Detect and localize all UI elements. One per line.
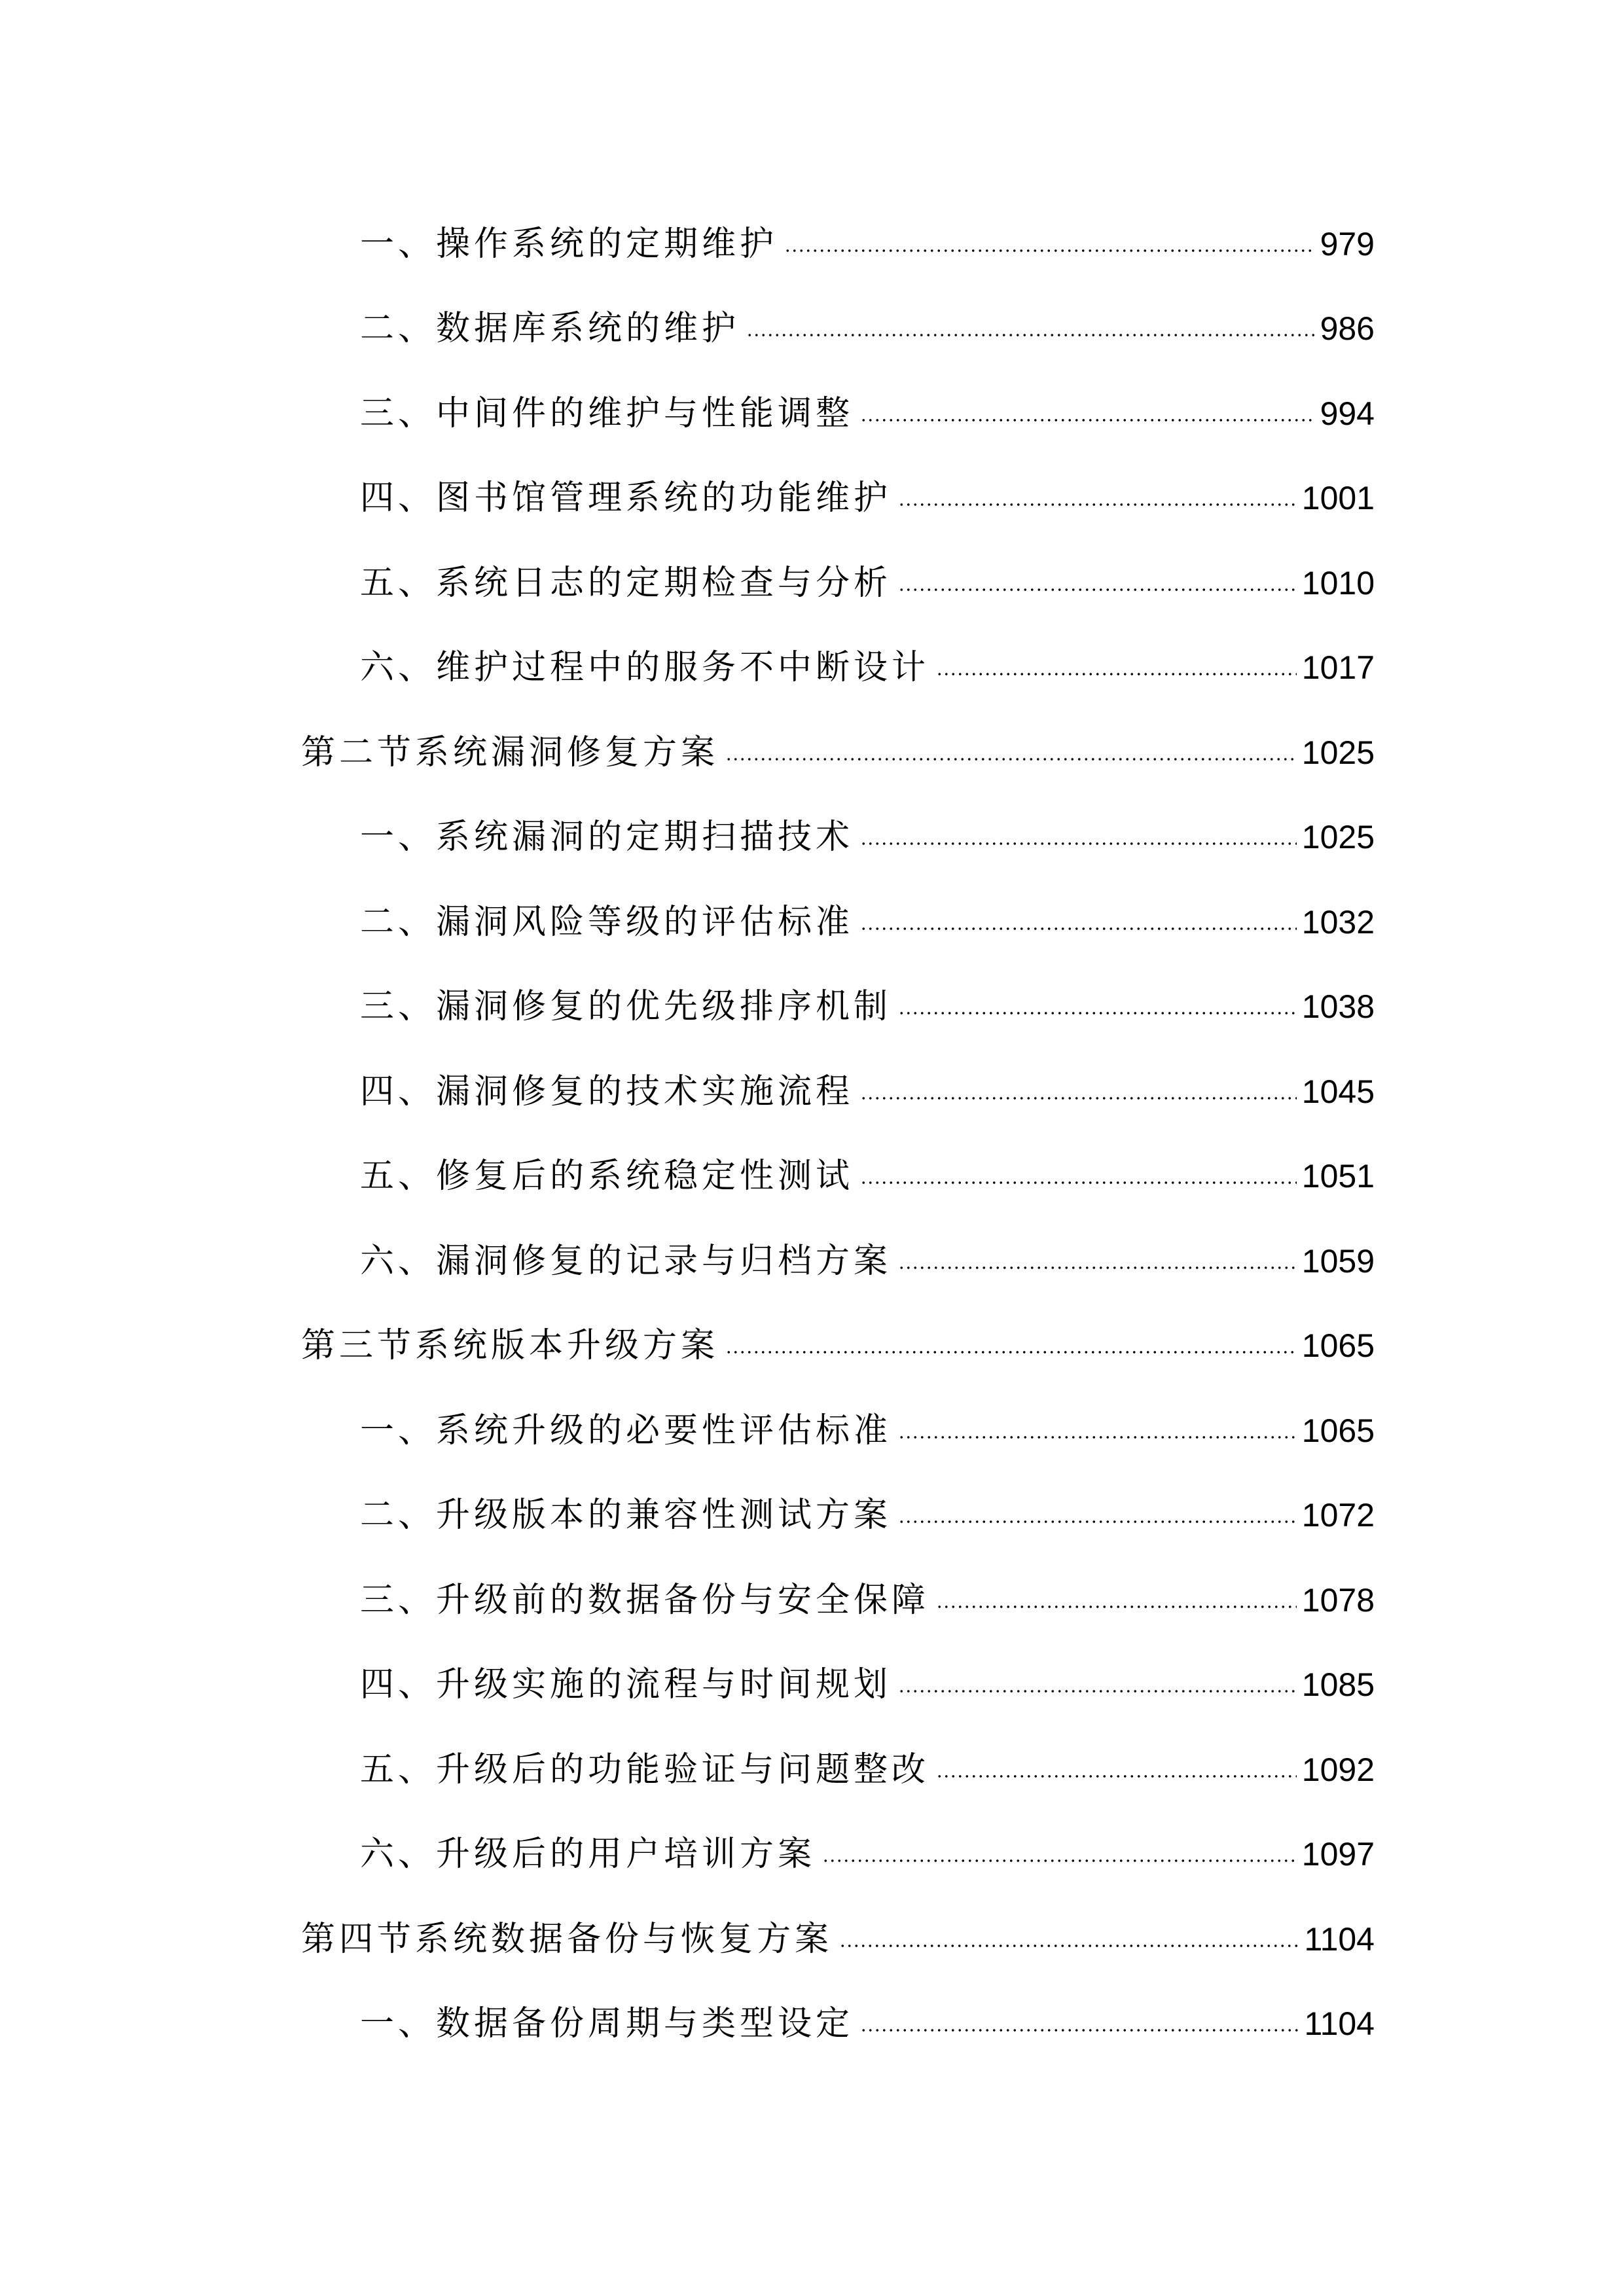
toc-entry-page-number: 1092 xyxy=(1301,1751,1375,1788)
dot-leader xyxy=(725,758,1297,761)
dot-leader xyxy=(898,1266,1297,1269)
dot-leader xyxy=(898,1436,1297,1439)
toc-entry-page-number: 1065 xyxy=(1301,1327,1375,1365)
toc-entry-title: 一、系统升级的必要性评估标准 xyxy=(360,1410,892,1450)
toc-entry[interactable] xyxy=(301,965,1375,1050)
toc-entry-page-number: 1045 xyxy=(1301,1073,1375,1110)
toc-section-title: 第三节系统版本升级方案 xyxy=(301,1326,719,1366)
toc-entry[interactable] xyxy=(301,1473,1375,1558)
table-of-contents xyxy=(301,202,1375,2066)
toc-entry-page-number: 994 xyxy=(1320,395,1375,432)
toc-entry[interactable] xyxy=(301,1558,1375,1643)
toc-entry-page-number: 1085 xyxy=(1301,1666,1375,1704)
toc-entry-page-number: 1025 xyxy=(1301,819,1375,856)
toc-entry-page-number: 1059 xyxy=(1301,1242,1375,1280)
toc-entry-title: 一、数据备份周期与类型设定 xyxy=(360,2004,854,2044)
toc-entry[interactable] xyxy=(301,456,1375,541)
toc-entry-title: 一、操作系统的定期维护 xyxy=(360,224,778,264)
toc-entry[interactable] xyxy=(301,626,1375,711)
toc-entry-page-number: 1025 xyxy=(1301,734,1375,771)
toc-entry-title: 四、升级实施的流程与时间规划 xyxy=(360,1665,892,1705)
dot-leader xyxy=(860,2029,1299,2032)
dot-leader xyxy=(936,1775,1297,1778)
toc-entry[interactable] xyxy=(301,287,1375,372)
dot-leader xyxy=(725,1351,1297,1354)
toc-entry[interactable] xyxy=(301,1812,1375,1897)
toc-entry[interactable] xyxy=(301,1219,1375,1304)
dot-leader xyxy=(784,249,1315,252)
toc-section-title: 第二节系统漏洞修复方案 xyxy=(301,732,719,772)
toc-entry-page-number: 979 xyxy=(1320,225,1375,262)
toc-entry[interactable] xyxy=(301,541,1375,626)
dot-leader xyxy=(860,1097,1297,1100)
toc-entry-title: 五、升级后的功能验证与问题整改 xyxy=(360,1749,930,1789)
dot-leader xyxy=(860,927,1297,930)
toc-entry-title: 二、升级版本的兼容性测试方案 xyxy=(360,1496,892,1535)
toc-section-entry[interactable] xyxy=(301,1897,1375,1982)
dot-leader xyxy=(898,1690,1297,1693)
dot-leader xyxy=(936,1605,1297,1608)
toc-entry[interactable] xyxy=(301,1982,1375,2067)
toc-entry[interactable] xyxy=(301,1134,1375,1219)
toc-entry-title: 一、系统漏洞的定期扫描技术 xyxy=(360,817,854,857)
toc-entry-title: 五、修复后的系统稳定性测试 xyxy=(360,1157,854,1196)
toc-entry-page-number: 1078 xyxy=(1301,1581,1375,1619)
toc-entry-title: 二、数据库系统的维护 xyxy=(360,309,740,349)
toc-entry-page-number: 1010 xyxy=(1301,564,1375,601)
dot-leader xyxy=(898,588,1297,591)
dot-leader xyxy=(860,842,1297,845)
toc-entry-page-number: 1017 xyxy=(1301,649,1375,687)
dot-leader xyxy=(898,1012,1297,1014)
toc-entry[interactable] xyxy=(301,1643,1375,1728)
toc-entry[interactable] xyxy=(301,202,1375,287)
toc-entry-page-number: 1051 xyxy=(1301,1158,1375,1195)
dot-leader xyxy=(936,673,1297,675)
toc-entry-page-number: 1038 xyxy=(1301,988,1375,1026)
toc-entry-page-number: 1104 xyxy=(1304,1920,1375,1958)
dot-leader xyxy=(898,1520,1297,1523)
toc-entry-title: 三、漏洞修复的优先级排序机制 xyxy=(360,987,892,1027)
toc-entry[interactable] xyxy=(301,1388,1375,1473)
dot-leader xyxy=(898,503,1297,506)
toc-entry-title: 三、中间件的维护与性能调整 xyxy=(360,393,854,433)
toc-entry-title: 四、图书馆管理系统的功能维护 xyxy=(360,478,892,518)
toc-entry[interactable] xyxy=(301,371,1375,456)
toc-entry-page-number: 1001 xyxy=(1301,480,1375,517)
toc-entry[interactable] xyxy=(301,1049,1375,1134)
toc-entry-page-number: 1097 xyxy=(1301,1836,1375,1873)
dot-leader xyxy=(822,1859,1297,1862)
toc-entry-title: 六、升级后的用户培训方案 xyxy=(360,1835,816,1874)
toc-entry[interactable] xyxy=(301,1727,1375,1812)
toc-entry-page-number: 986 xyxy=(1320,310,1375,348)
toc-entry-page-number: 1104 xyxy=(1304,2005,1375,2043)
toc-section-entry[interactable] xyxy=(301,1304,1375,1389)
toc-section-title: 第四节系统数据备份与恢复方案 xyxy=(301,1919,833,1959)
toc-entry-title: 四、漏洞修复的技术实施流程 xyxy=(360,1071,854,1111)
toc-entry-title: 六、漏洞修复的记录与归档方案 xyxy=(360,1241,892,1281)
dot-leader xyxy=(746,334,1315,336)
dot-leader xyxy=(860,1181,1297,1184)
toc-entry-page-number: 1032 xyxy=(1301,903,1375,941)
toc-entry-title: 五、系统日志的定期检查与分析 xyxy=(360,563,892,603)
toc-entry-title: 二、漏洞风险等级的评估标准 xyxy=(360,902,854,942)
toc-entry-page-number: 1065 xyxy=(1301,1412,1375,1449)
toc-section-entry[interactable] xyxy=(301,710,1375,795)
toc-entry-title: 三、升级前的数据备份与安全保障 xyxy=(360,1580,930,1620)
toc-entry[interactable] xyxy=(301,880,1375,965)
toc-entry-page-number: 1072 xyxy=(1301,1497,1375,1534)
dot-leader xyxy=(839,1945,1299,1947)
toc-entry[interactable] xyxy=(301,795,1375,880)
dot-leader xyxy=(860,419,1315,422)
toc-entry-title: 六、维护过程中的服务不中断设计 xyxy=(360,648,930,688)
